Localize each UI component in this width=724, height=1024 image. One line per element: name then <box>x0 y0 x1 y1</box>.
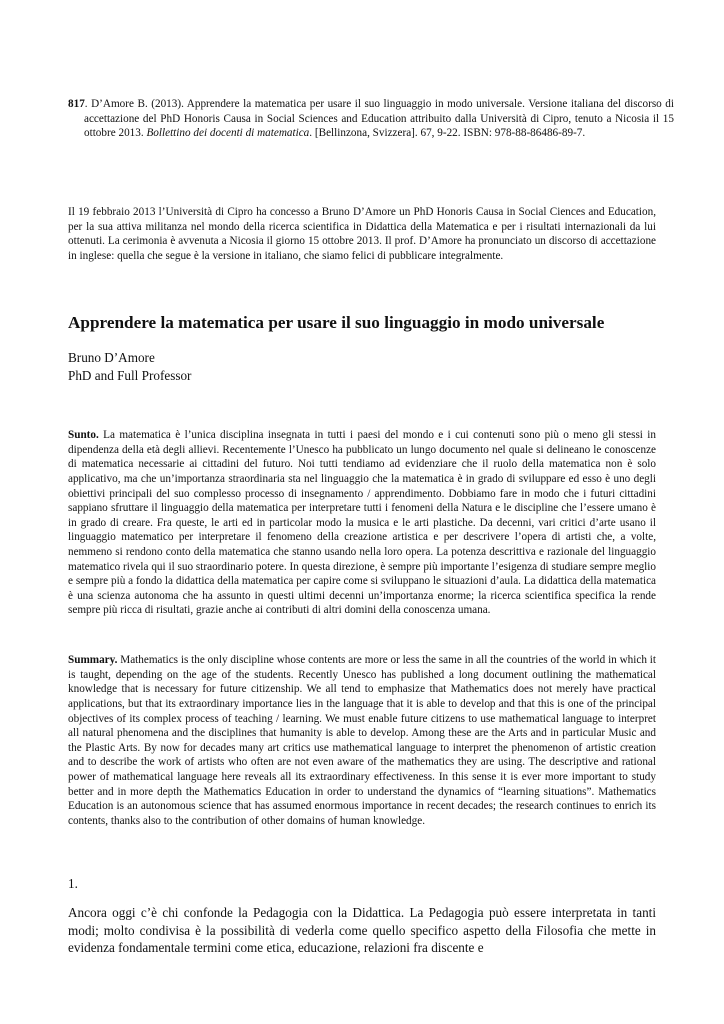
reference-details: . [Bellinzona, Svizzera]. 67, 9-22. ISBN: 978-88-86486-89-7. <box>309 127 586 140</box>
intro-paragraph: Il 19 febbraio 2013 l’Università di Cipro ha concesso a Bruno D’Amore un PhD Honoris Causa in Social Ciences and Education, per la sua attiva militanza nel mondo della ricerca scientifica in Didattica della Matematica e per i risultati internazionali da lui ottenuti. La cerimonia è avvenuta a Nicosia il giorno 15 ottobre 2013. Il prof. D’Amore ha pronunciato un discorso di accettazione in inglese: quella che segue è la versione in italiano, che siamo felici di pubblicare integralmente. <box>68 206 656 262</box>
abstract-english-label: Summary. <box>68 654 118 667</box>
abstract-english-text: Mathematics is the only discipline whose contents are more or less the same in all the countries of the world in which it is taught, depending on the age of the students. Recently Unesco has published a long document outlining the mathematical knowledge that is necessary for future citizenship. We all tend to emphasize that Mathematics does not merely have practical applications, but that its extraordinary importance lies in the language that it is able to develop and that this is one of the principal objectives of its complex process of teaching / learning. We must enable future citizens to use mathematical language to interpret all natural phenomena and the disciplines that humanity is able to develop. Among these are the Arts and in particular Music and the Plastic Arts. By now for decades many art critics use mathematical language to interpret the phenomenon of artistic creation and to describe the work of artists who often are not even aware of the mathematics they are using. The descriptive and rational power of mathematical language here reveals all its extraordinary effectiveness. In this sense it is ever more important to study better and in more depth the Mathematics Education in order to understand the dynamics of “learning situations”. Mathematics Education is an autonomous science that has assumed enormous importance in recent decades; the research continues to enrich its contents, thanks also to the contribution of other domains of human knowledge. <box>68 654 656 827</box>
author-name: Bruno D’Amore <box>68 350 155 365</box>
abstract-italian <box>68 428 656 618</box>
article-title: Apprendere la matematica per usare il suo linguaggio in modo universale <box>68 313 605 332</box>
abstract-english <box>68 653 656 828</box>
reference-number: 817 <box>68 98 85 111</box>
author-block <box>68 349 468 384</box>
reference-entry <box>68 97 674 141</box>
section-number: 1. <box>68 876 78 891</box>
abstract-italian-label: Sunto. <box>68 429 99 442</box>
section-body-text: Ancora oggi c’è chi confonde la Pedagogia con la Didattica. La Pedagogia può essere interpretata in tanti modi; molto condivisa è la possibilità di vederla come quello specifico aspetto della Filosofia che mette in evidenza fondamentale termini come etica, educazione, relazioni fra discente e <box>68 905 656 956</box>
author-role: PhD and Full Professor <box>68 367 192 383</box>
reference-journal: Bollettino dei docenti di matematica <box>146 127 310 140</box>
reference-citation: . D’Amore B. (2013). Apprendere la matematica per usare il suo linguaggio in modo universale. Versione italiana del discorso di accettazione del PhD Honoris Causa in Social Sciences and Education attribuito dalla Università di Cipro, tenuto a Nicosia il 15 ottobre 2013. <box>84 98 674 140</box>
abstract-italian-text: La matematica è l’unica disciplina insegnata in tutti i paesi del mondo e i cui contenuti sono più o meno gli stessi in dipendenza della età degli allievi. Recentemente l’Unesco ha pubblicato un lungo documento nel quale si delineano le conoscenze di matematica necessarie ai cittadini del futuro. Noi tutti tendiamo ad evidenziare che il ruolo della matematica non è solo applicativo, ma che un’importanza straordinaria sta nel linguaggio che la matematica è in grado di sviluppare ed esso è uno degli obiettivi principali del suo complesso processo di insegnamento / apprendimento. Dobbiamo fare in modo che i futuri cittadini sappiano sfruttare il linguaggio della matematica per interpretare tutti i fenomeni della Natura e le discipline che l’essere umano è in grado di creare. Fra queste, le arti ed in particolar modo la musica e le arti plastiche. Da decenni, vari critici d’arte usano il linguaggio matematico per interpretare il fenomeno della creazione artistica e per descrivere l’opera di artisti che, a volte, nemmeno si rendono conto della matematica che stanno usando nella loro opera. La potenza descrittiva e razionale del linguaggio matematico rivela qui il suo straordinario potere. In questa direzione, è sempre più importante l’esigenza di studiare sempre meglio e sempre più a fondo la didattica della matematica per capire come si sviluppano le situazioni d’aula. La didattica della matematica è una scienza autonoma che ha assunto in questi ultimi decenni un’importanza enorme; la ricerca scientifica specifica la rende sempre più ricca di risultati, grazie anche ai contributi di altri domini della conoscenza umana. <box>68 429 656 617</box>
